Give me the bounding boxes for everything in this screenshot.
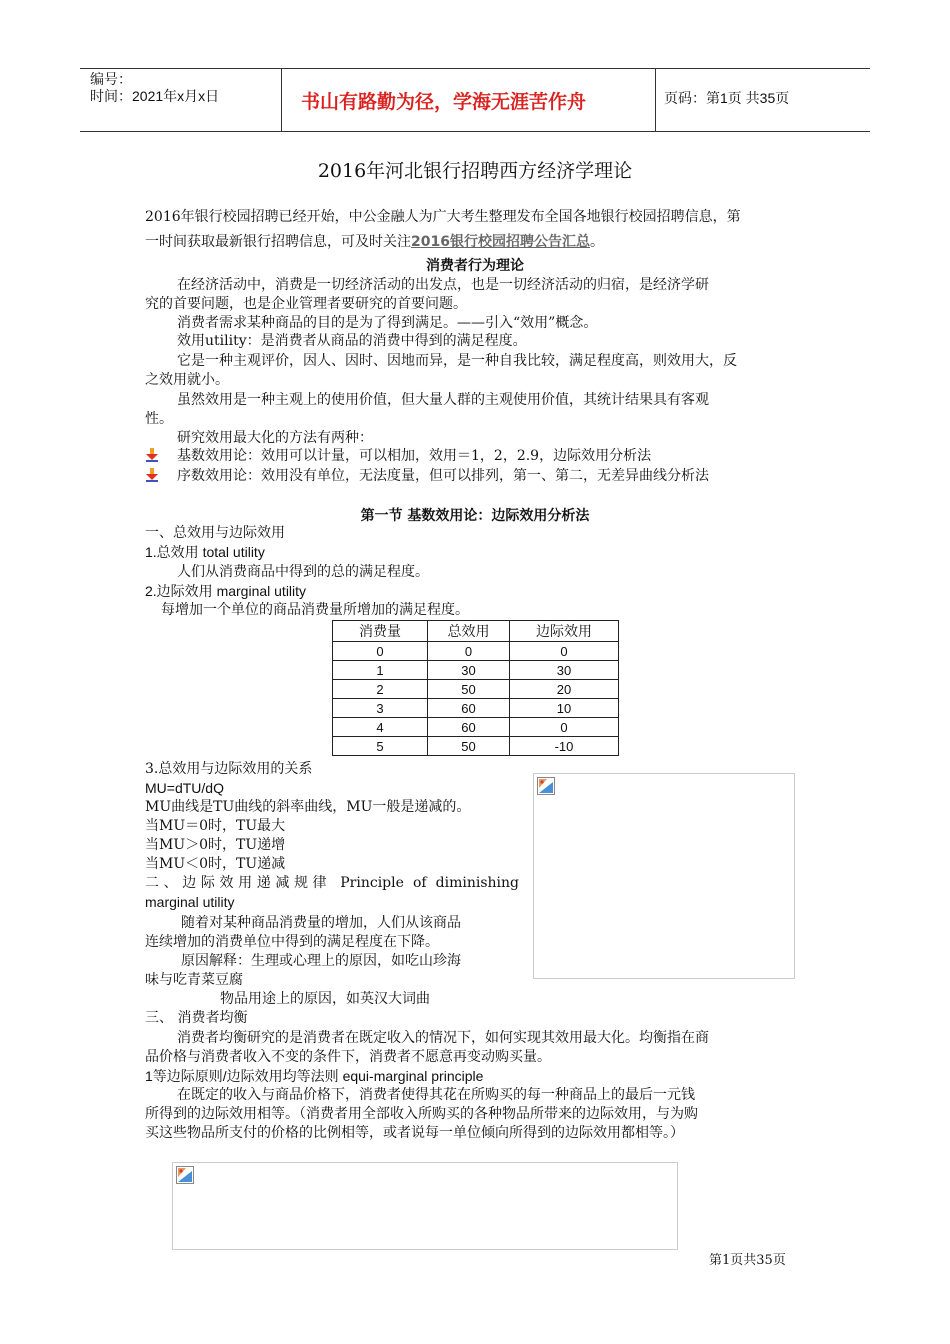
table-cell: -10 — [510, 737, 619, 756]
header-time: 时间：2021年x月x日 — [90, 88, 220, 104]
intro-line-2: 一时间获取最新银行招聘信息，可及时关注2016银行校园招聘公告汇总。 — [145, 234, 604, 250]
table-row — [333, 718, 619, 737]
subheading: 1.总效用 total utility — [145, 544, 265, 560]
table-header-row — [333, 621, 619, 642]
subheading: 一、总效用与边际效用 — [145, 525, 285, 541]
table-row — [333, 661, 619, 680]
section-heading: 消费者行为理论 — [426, 258, 524, 274]
subheading: 3.总效用与边际效用的关系 — [145, 761, 313, 777]
arrow-bullet-icon — [146, 448, 158, 462]
table-cell: 0 — [333, 642, 428, 661]
paragraph: 人们从消费商品中得到的总的满足程度。 — [177, 564, 429, 580]
paragraph: 随着对某种商品消费量的增加，人们从该商品 — [181, 915, 461, 931]
formula: MU=dTU/dQ — [145, 780, 224, 796]
paragraph: 虽然效用是一种主观上的使用价值，但大量人群的主观使用价值，其统计结果具有客观 — [177, 392, 709, 408]
table-row — [333, 642, 619, 661]
paragraph: 原因解释：生理或心理上的原因，如吃山珍海 — [181, 953, 461, 969]
paragraph: 味与吃青菜豆腐 — [145, 972, 243, 988]
paragraph: 连续增加的消费单位中得到的满足程度在下降。 — [145, 934, 439, 950]
table-cell: 30 — [510, 661, 619, 680]
header-divider — [655, 69, 656, 131]
subheading: 1等边际原则/边际效用均等法则 equi-marginal principle — [145, 1068, 484, 1084]
bullet-item: 基数效用论：效用可以计量，可以相加，效用＝1，2，2.9，边际效用分析法 — [177, 448, 652, 464]
subheading: 2.边际效用 marginal utility — [145, 583, 307, 599]
broken-image-placeholder — [533, 773, 795, 979]
table-cell: 1 — [333, 661, 428, 680]
header-motto: 书山有路勤为径，学海无涯苦作舟 — [301, 91, 587, 113]
paragraph: 性。 — [145, 411, 173, 427]
table-cell: 2 — [333, 680, 428, 699]
subheading: 二、边际效用递减规律 Principle of diminishing — [145, 875, 519, 891]
paragraph: 消费者需求某种商品的目的是为了得到满足。——引入“效用”概念。 — [177, 315, 598, 331]
paragraph: 研究效用最大化的方法有两种： — [177, 430, 373, 446]
section-heading: 第一节 基数效用论：边际效用分析法 — [360, 508, 590, 524]
footer-page-number: 第1页共35页 — [709, 1253, 786, 1268]
broken-image-placeholder — [172, 1162, 678, 1250]
paragraph: 在经济活动中，消费是一切经济活动的出发点，也是一切经济活动的归宿，是经济学研 — [177, 277, 709, 293]
table-cell: 20 — [510, 680, 619, 699]
table-header: 总效用 — [428, 621, 510, 642]
table-cell: 30 — [428, 661, 510, 680]
paragraph: 它是一种主观评价，因人、因时、因地而异，是一种自我比较，满足程度高，则效用大，反 — [177, 353, 737, 369]
subheading: marginal utility — [145, 894, 235, 910]
paragraph: 买这些物品所支付的价格的比例相等，或者说每一单位倾向所得到的边际效用都相等。） — [145, 1125, 684, 1141]
page-title: 2016年河北银行招聘西方经济学理论 — [317, 160, 633, 182]
utility-table — [332, 620, 619, 756]
paragraph: 究的首要问题，也是企业管理者要研究的首要问题。 — [145, 296, 467, 312]
header-divider — [281, 69, 282, 131]
recruitment-link[interactable]: 2016银行校园招聘公告汇总 — [411, 234, 590, 250]
table-cell: 60 — [428, 699, 510, 718]
paragraph: 在既定的收入与商品价格下，消费者使得其花在所购买的每一种商品上的最后一元钱 — [177, 1087, 695, 1103]
paragraph: 品价格与消费者收入不变的条件下，消费者不愿意再变动购买量。 — [145, 1049, 551, 1065]
table-cell: 5 — [333, 737, 428, 756]
table-row — [333, 699, 619, 718]
paragraph: MU曲线是TU曲线的斜率曲线，MU一般是递减的。 — [145, 799, 471, 815]
table-header: 边际效用 — [510, 621, 619, 642]
table-row — [333, 680, 619, 699]
paragraph: 所得到的边际效用相等。（消费者用全部收入所购买的各种物品所带来的边际效用，与为购 — [145, 1106, 698, 1122]
broken-image-icon — [537, 777, 555, 795]
table-cell: 60 — [428, 718, 510, 737]
header-number: 编号： — [90, 71, 132, 87]
intro-line-1: 2016年银行校园招聘已经开始，中公金融人为广大考生整理发布全国各地银行校园招聘信息，第 — [145, 209, 741, 225]
table-header: 消费量 — [333, 621, 428, 642]
paragraph: 当MU＞0时，TU递增 — [145, 837, 286, 853]
paragraph: 每增加一个单位的商品消费量所增加的满足程度。 — [161, 602, 469, 618]
arrow-bullet-icon — [146, 468, 158, 482]
bullet-item: 序数效用论：效用没有单位，无法度量，但可以排列，第一、第二，无差异曲线分析法 — [177, 468, 709, 484]
paragraph: 效用utility：是消费者从商品的消费中得到的满足程度。 — [177, 333, 527, 349]
table-row — [333, 737, 619, 756]
table-cell: 10 — [510, 699, 619, 718]
paragraph: 当MU＜0时，TU递减 — [145, 856, 286, 872]
broken-image-icon — [176, 1166, 194, 1184]
table-cell: 3 — [333, 699, 428, 718]
paragraph: 当MU＝0时，TU最大 — [145, 818, 286, 834]
table-cell: 0 — [510, 718, 619, 737]
header-page: 页码：第1页 共35页 — [664, 90, 790, 106]
table-cell: 0 — [428, 642, 510, 661]
table-cell: 50 — [428, 680, 510, 699]
paragraph: 物品用途上的原因，如英汉大词曲 — [220, 991, 430, 1007]
table-cell: 50 — [428, 737, 510, 756]
table-cell: 4 — [333, 718, 428, 737]
subheading: 三、 消费者均衡 — [145, 1010, 248, 1026]
paragraph: 之效用就小。 — [145, 372, 229, 388]
table-cell: 0 — [510, 642, 619, 661]
paragraph: 消费者均衡研究的是消费者在既定收入的情况下，如何实现其效用最大化。均衡指在商 — [177, 1030, 709, 1046]
